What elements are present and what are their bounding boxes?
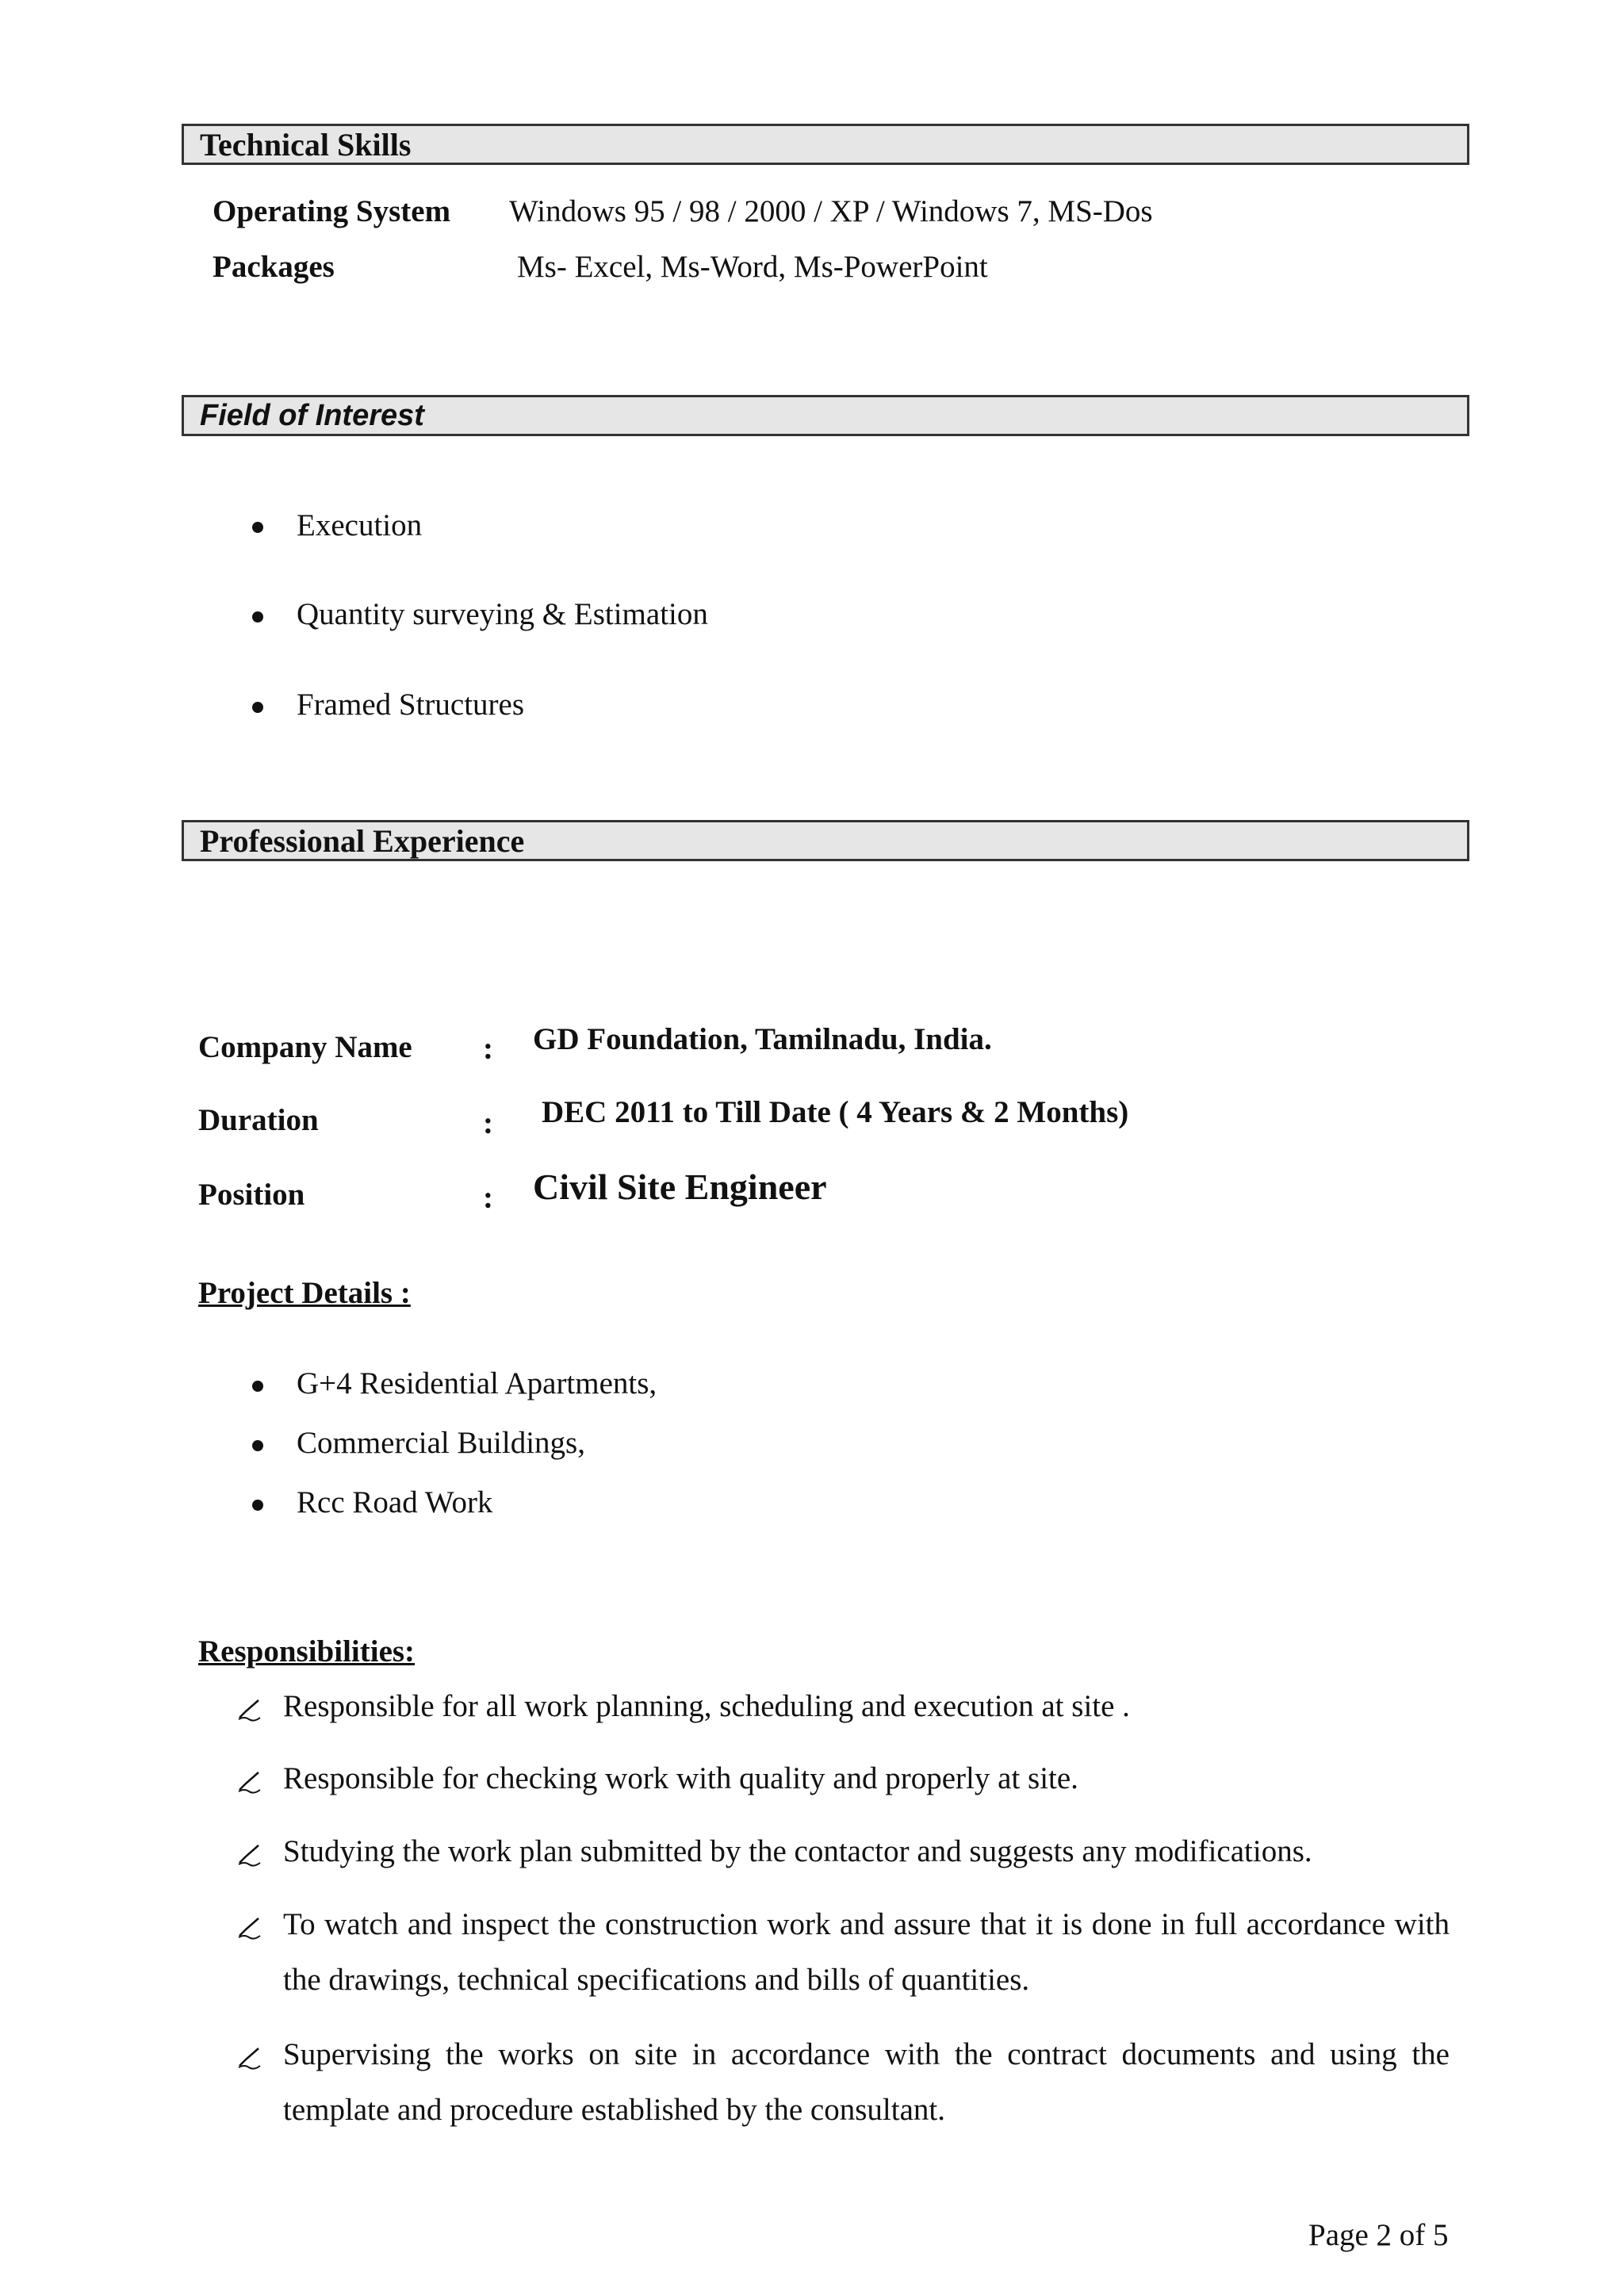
project-details-heading: Project Details :: [198, 1276, 411, 1310]
interest-item: Framed Structures: [297, 688, 525, 722]
responsibility-item: Responsible for all work planning, scheduling and execution at site .: [283, 1689, 1130, 1723]
duration-value: DEC 2011 to Till Date ( 4 Years & 2 Months): [542, 1095, 1129, 1129]
project-item: G+4 Residential Apartments,: [297, 1366, 657, 1400]
position-value: Civil Site Engineer: [533, 1167, 827, 1207]
technical-skills-title: Technical Skills: [200, 126, 412, 163]
project-item: Rcc Road Work: [297, 1485, 493, 1519]
professional-experience-header: [182, 820, 1469, 861]
interest-item: Execution: [297, 508, 423, 542]
responsibility-item: Supervising the works on site in accordance with the contract documents and using the template and procedure established by the consultant.: [283, 2037, 1450, 2127]
company-name-label: Company Name: [198, 1030, 412, 1064]
responsibility-item: Studying the work plan submitted by the contactor and suggests any modifications.: [283, 1834, 1312, 1868]
writing-hand-icon: [236, 1695, 263, 1722]
page-number: Page 2 of 5: [1308, 2218, 1449, 2252]
colon: :: [483, 1032, 493, 1066]
position-label: Position: [198, 1178, 305, 1212]
interest-item: Quantity surveying & Estimation: [297, 597, 708, 631]
technical-skills-header: [182, 124, 1469, 165]
bullet-icon: [252, 1381, 263, 1392]
responsibility-item: Responsible for checking work with quality and properly at site.: [283, 1761, 1078, 1795]
colon: :: [483, 1181, 493, 1215]
duration-label: Duration: [198, 1103, 319, 1137]
project-item: Commercial Buildings,: [297, 1426, 585, 1460]
colon: :: [483, 1106, 493, 1140]
writing-hand-icon: [236, 2044, 263, 2071]
bullet-icon: [252, 1440, 263, 1451]
professional-experience-title: Professional Experience: [200, 822, 525, 859]
field-of-interest-header: [182, 395, 1469, 436]
bullet-icon: [252, 1500, 263, 1511]
company-name-value: GD Foundation, Tamilnadu, India.: [533, 1022, 992, 1056]
responsibilities-heading: Responsibilities:: [198, 1634, 416, 1669]
bullet-icon: [252, 702, 263, 713]
responsibility-item: To watch and inspect the construction work and assure that it is done in full accordance with the drawings, technical specifications and bills of quantities.: [283, 1907, 1450, 1997]
bullet-icon: [252, 611, 263, 623]
packages-label: Packages: [213, 250, 335, 284]
packages-value: Ms- Excel, Ms-Word, Ms-PowerPoint: [517, 250, 988, 284]
writing-hand-icon: [236, 1768, 263, 1795]
field-of-interest-title: Field of Interest: [200, 398, 424, 432]
os-value: Windows 95 / 98 / 2000 / XP / Windows 7, MS-Dos: [509, 194, 1153, 228]
writing-hand-icon: [236, 1841, 263, 1868]
writing-hand-icon: [236, 1914, 263, 1941]
bullet-icon: [252, 522, 263, 533]
os-label: Operating System: [213, 194, 451, 228]
